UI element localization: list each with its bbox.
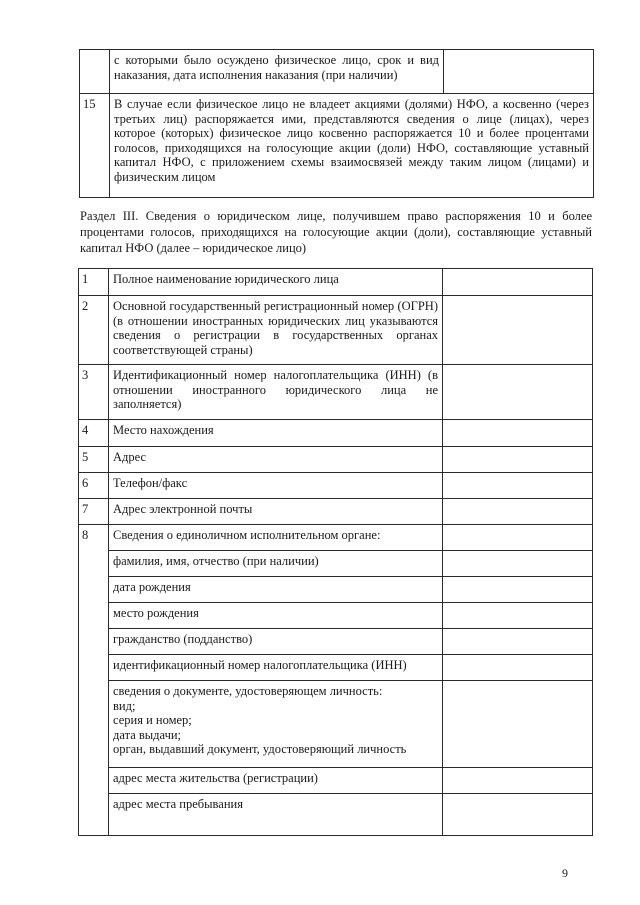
row-label: Сведения о единоличном исполнительном органе: — [109, 525, 443, 551]
table-row — [80, 94, 594, 198]
table-row — [79, 269, 593, 296]
sub-row-label: фамилия, имя, отчество (при наличии) — [109, 551, 443, 577]
document-info-line: дата выдачи; — [113, 727, 182, 742]
table-row — [79, 499, 593, 525]
row-label: Место нахождения — [109, 420, 443, 447]
value-cell — [443, 551, 593, 577]
row-text: с которыми было осуждено физическое лицо, срок и вид наказания, дата исполнения наказания (при наличии) — [110, 50, 444, 94]
row-text: В случае если физическое лицо не владеет акциями (долями) НФО, а косвенно (через третьих лиц) распоряжается ими, представляются сведения о лице (лицах), через которое (которых) физическое лицо косвенно распоряжается 10 и более процентами голосов, приходящихся на голосующие акции (доли) НФО, составляющие уставный капитал НФО, с приложением схемы взаимосвязей между таким лицом (лицами) и физическим лицом — [110, 94, 594, 198]
row-number: 3 — [79, 365, 109, 420]
row-label: Идентификационный номер налогоплательщика (ИНН) (в отношении иностранного юридического лица не заполняется) — [109, 365, 443, 420]
row-number: 15 — [80, 94, 110, 198]
row-number: 6 — [79, 473, 109, 499]
sub-row-label: гражданство (подданство) — [109, 629, 443, 655]
table-row — [79, 296, 593, 365]
value-cell — [443, 577, 593, 603]
value-cell — [443, 794, 593, 836]
sub-row-label: адрес места пребывания — [109, 794, 443, 836]
value-cell — [443, 473, 593, 499]
value-cell — [444, 50, 594, 94]
row-number: 7 — [79, 499, 109, 525]
table-row — [79, 447, 593, 473]
value-cell — [443, 629, 593, 655]
value-cell — [443, 420, 593, 447]
value-cell — [443, 499, 593, 525]
table-row — [79, 551, 593, 577]
section-heading: Раздел III. Сведения о юридическом лице, получившем право распоряжения 10 и более процентами голосов, приходящихся на голосующие акции (доли), составляющие уставный капитал НФО (далее – юридическое лицо) — [80, 209, 592, 255]
row-label: Адрес — [109, 447, 443, 473]
row-number: 1 — [79, 269, 109, 296]
table-row — [79, 365, 593, 420]
value-cell — [443, 525, 593, 551]
document-info-line: орган, выдавший документ, удостоверяющий личность — [113, 742, 407, 757]
value-cell — [443, 269, 593, 296]
table-row — [79, 525, 593, 551]
row-number: 4 — [79, 420, 109, 447]
value-cell — [443, 296, 593, 365]
table-row — [79, 629, 593, 655]
document-info-title: сведения о документе, удостоверяющем личность: — [113, 684, 383, 698]
continued-table — [79, 49, 594, 198]
value-cell — [443, 447, 593, 473]
document-info-cell — [109, 681, 443, 768]
number-cell — [80, 50, 110, 94]
table-row — [79, 420, 593, 447]
row-number: 8 — [79, 525, 109, 836]
row-number: 5 — [79, 447, 109, 473]
sub-row-label: идентификационный номер налогоплательщика (ИНН) — [109, 655, 443, 681]
sub-row-label: дата рождения — [109, 577, 443, 603]
sub-row-label: адрес места жительства (регистрации) — [109, 768, 443, 794]
table-row — [79, 768, 593, 794]
row-label: Полное наименование юридического лица — [109, 269, 443, 296]
table-row — [79, 473, 593, 499]
legal-entity-table — [78, 268, 593, 836]
table-row — [79, 794, 593, 836]
row-label: Телефон/факс — [109, 473, 443, 499]
table-row — [79, 655, 593, 681]
value-cell — [443, 603, 593, 629]
document-info-line: серия и номер; — [113, 713, 192, 728]
page-number: 9 — [562, 866, 568, 880]
document-info-line: вид; — [113, 698, 136, 713]
row-number: 2 — [79, 296, 109, 365]
value-cell — [443, 365, 593, 420]
row-label: Адрес электронной почты — [109, 499, 443, 525]
table-row — [80, 50, 594, 94]
sub-row-label: место рождения — [109, 603, 443, 629]
value-cell — [443, 655, 593, 681]
table-row — [79, 603, 593, 629]
value-cell — [443, 681, 593, 768]
row-label: Основной государственный регистрационный номер (ОГРН) (в отношении иностранных юридических лиц указываются сведения о регистрации в государственных органах соответствующей страны) — [109, 296, 443, 365]
table-row — [79, 577, 593, 603]
value-cell — [443, 768, 593, 794]
table-row — [79, 681, 593, 768]
